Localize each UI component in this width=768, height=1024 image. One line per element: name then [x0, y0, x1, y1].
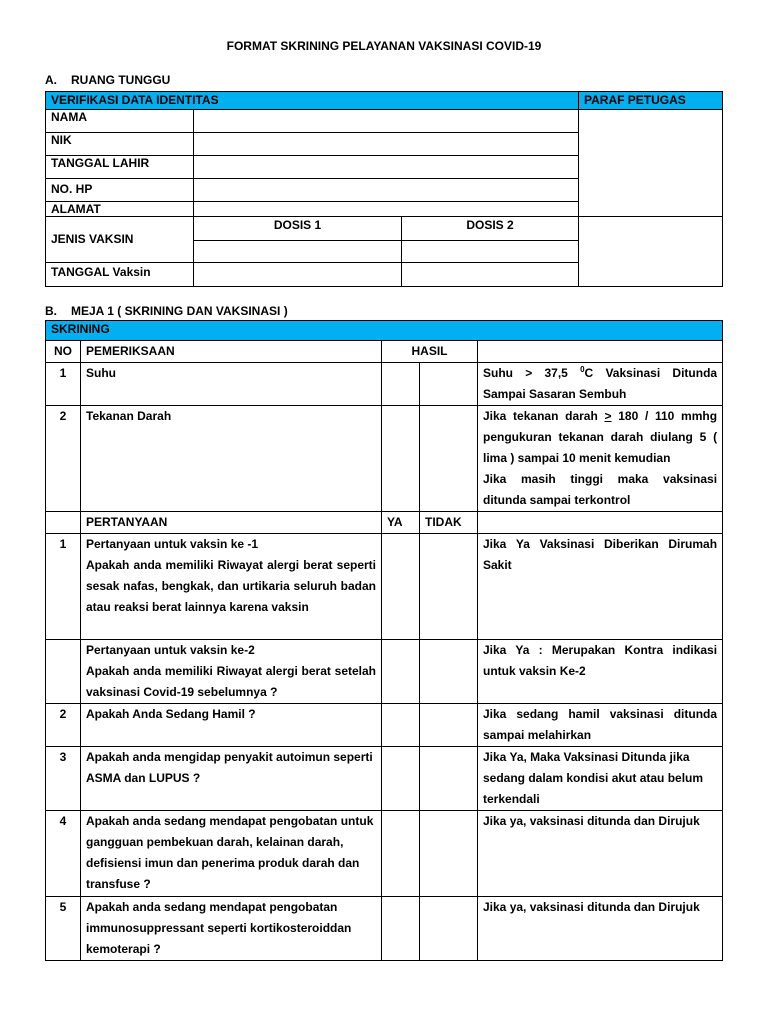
question-ya-box[interactable] [382, 747, 420, 811]
question-ya-box[interactable] [382, 704, 420, 747]
question-tidak-box[interactable] [420, 640, 478, 704]
question-body: Apakah anda sedang mendapat pengobatan immunosuppressant seperti kortikosteroiddan kemoterapi ? [81, 897, 382, 961]
field-input-no-hp[interactable] [194, 179, 579, 202]
suhu-hasil-1[interactable] [382, 363, 420, 406]
suhu-note-post: C Vaksinasi Ditunda Sampai Sasaran Sembuh [483, 366, 718, 401]
field-label-nik: NIK [46, 133, 194, 156]
tekanan-note [478, 406, 723, 512]
tanggal-vaksin-dosis-1-input[interactable] [194, 263, 402, 287]
question-body: Apakah anda memiliki Riwayat alergi berat setelah vaksinasi Covid-19 sebelumnya ? [86, 664, 376, 699]
jenis-vaksin-label: JENIS VAKSIN [46, 217, 194, 263]
tanggal-vaksin-label: TANGGAL Vaksin [46, 263, 194, 287]
col-hasil-header: HASIL [382, 341, 478, 363]
field-label-alamat: ALAMAT [46, 202, 194, 217]
question-title: Pertanyaan untuk vaksin ke -1 [86, 537, 259, 551]
tekanan-note-gte: > [604, 409, 612, 423]
question-body: Apakah anda memiliki Riwayat alergi berat seperti sesak nafas, bengkak, dan urtikaria seluruh badan atau reaksi berat lainnya karena vaksin [86, 558, 376, 614]
question-title: Pertanyaan untuk vaksin ke-2 [86, 643, 255, 657]
jenis-vaksin-dosis-2-input[interactable] [402, 241, 579, 263]
col-ya-header: YA [382, 512, 420, 534]
tekanan-label: Tekanan Darah [81, 406, 382, 512]
question-no: 1 [46, 534, 81, 640]
col-pertanyaan-header: PERTANYAAN [81, 512, 382, 534]
question-no: 3 [46, 747, 81, 811]
question-ya-box[interactable] [382, 640, 420, 704]
col-pertanyaan-note-blank [478, 512, 723, 534]
page-title: FORMAT SKRINING PELAYANAN VAKSINASI COVID-19 [226, 39, 542, 53]
question-ya-box[interactable] [382, 534, 420, 640]
screening-table [45, 320, 723, 961]
question-body: Apakah Anda Sedang Hamil ? [81, 704, 382, 747]
dosis-1-header: DOSIS 1 [194, 217, 402, 241]
question-tidak-box[interactable] [420, 897, 478, 961]
question-tidak-box[interactable] [420, 534, 478, 640]
col-keterangan-header [478, 341, 723, 363]
suhu-note [478, 363, 723, 406]
question-text [81, 640, 382, 704]
field-label-nama: NAMA [46, 110, 194, 133]
col-pemeriksaan-header: PEMERIKSAAN [81, 341, 382, 363]
suhu-hasil-2[interactable] [420, 363, 478, 406]
question-no: 2 [46, 704, 81, 747]
question-body: Apakah anda sedang mendapat pengobatan untuk gangguan pembekuan darah, kelainan darah, defisiensi imun dan penerima produk darah dan transfuse ? [81, 811, 382, 897]
question-tidak-box[interactable] [420, 704, 478, 747]
tekanan-no: 2 [46, 406, 81, 512]
field-input-alamat[interactable] [194, 202, 579, 217]
skrining-header: SKRINING [46, 321, 723, 341]
field-input-nama[interactable] [194, 110, 579, 133]
question-no: 5 [46, 897, 81, 961]
suhu-note-pre: Suhu > 37,5 [483, 366, 581, 380]
identity-table [45, 91, 723, 287]
tekanan-note-3: Jika masih tinggi maka vaksinasi ditunda sampai terkontrol [483, 472, 718, 507]
field-input-tanggal-lahir[interactable] [194, 156, 579, 179]
suhu-no: 1 [46, 363, 81, 406]
section-a-heading [45, 73, 170, 87]
paraf-petugas-box[interactable] [579, 110, 723, 217]
question-tidak-box[interactable] [420, 811, 478, 897]
tekanan-hasil-1[interactable] [382, 406, 420, 512]
dosis-2-header: DOSIS 2 [402, 217, 579, 241]
section-b-letter: B. [45, 304, 57, 318]
section-b-title: MEJA 1 ( SKRINING DAN VAKSINASI ) [71, 304, 288, 318]
section-a-title: RUANG TUNGGU [71, 73, 171, 87]
question-ya-box[interactable] [382, 897, 420, 961]
question-ya-box[interactable] [382, 811, 420, 897]
tekanan-note-1: Jika tekanan darah [483, 409, 605, 423]
suhu-note-degree: 0 [580, 365, 585, 374]
suhu-label: Suhu [81, 363, 382, 406]
tekanan-hasil-2[interactable] [420, 406, 478, 512]
pertanyaan-no-blank [46, 512, 81, 534]
section-b-heading [45, 304, 288, 318]
jenis-vaksin-dosis-1-input[interactable] [194, 241, 402, 263]
question-note: Jika sedang hamil vaksinasi ditunda sampai melahirkan [478, 704, 723, 747]
question-note: Jika ya, vaksinasi ditunda dan Dirujuk [478, 811, 723, 897]
question-note: Jika ya, vaksinasi ditunda dan Dirujuk [478, 897, 723, 961]
paraf-petugas-header: PARAF PETUGAS [579, 92, 723, 110]
question-body: Apakah anda mengidap penyakit autoimun seperti ASMA dan LUPUS ? [81, 747, 382, 811]
question-tidak-box[interactable] [420, 747, 478, 811]
section-a-letter: A. [45, 73, 57, 87]
question-no: 4 [46, 811, 81, 897]
col-no-header: NO [46, 341, 81, 363]
question-note: Jika Ya : Merupakan Kontra indikasi untuk vaksin Ke-2 [478, 640, 723, 704]
question-text [81, 534, 382, 640]
question-note: Jika Ya Vaksinasi Diberikan Dirumah Sakit [478, 534, 723, 640]
col-tidak-header: TIDAK [420, 512, 478, 534]
question-note: Jika Ya, Maka Vaksinasi Ditunda jika sedang dalam kondisi akut atau belum terkendali [478, 747, 723, 811]
paraf-vaksin-box[interactable] [579, 217, 723, 287]
tanggal-vaksin-dosis-2-input[interactable] [402, 263, 579, 287]
field-label-tanggal-lahir: TANGGAL LAHIR [46, 156, 194, 179]
identity-header: VERIFIKASI DATA IDENTITAS [46, 92, 579, 110]
field-input-nik[interactable] [194, 133, 579, 156]
tekanan-note-2: 180 / 110 mmhg pengukuran tekanan darah diulang 5 ( lima ) sampai 10 menit kemudian [483, 409, 718, 465]
field-label-no-hp: NO. HP [46, 179, 194, 202]
question-no [46, 640, 81, 704]
